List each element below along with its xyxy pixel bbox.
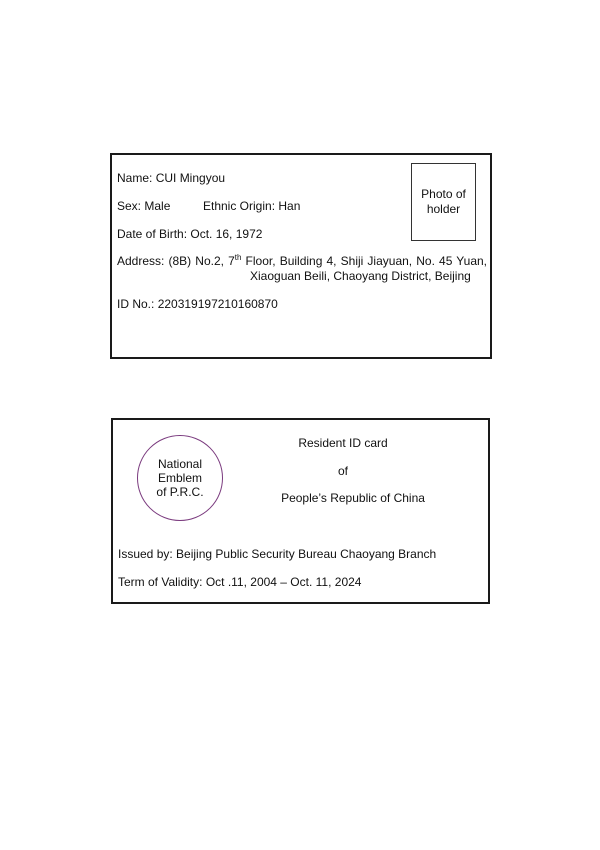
name-line bbox=[117, 171, 225, 185]
address-part-b: Floor, Building 4, Shiji Jiayuan, No. 45 Yuan, bbox=[241, 254, 487, 268]
address-part-a: (8B) No.2, 7 bbox=[168, 254, 235, 268]
address-line-1 bbox=[117, 254, 487, 268]
address-superscript: th bbox=[234, 253, 242, 262]
card-title-line-3: People’s Republic of China bbox=[281, 491, 425, 505]
card-title-line-1: Resident ID card bbox=[298, 436, 388, 450]
sex-label: Sex: bbox=[117, 199, 142, 213]
sex-field bbox=[117, 199, 170, 213]
photo-placeholder bbox=[411, 163, 476, 241]
dob-line bbox=[117, 227, 262, 241]
issued-value: Beijing Public Security Bureau Chaoyang Branch bbox=[176, 547, 437, 561]
validity-label: Term of Validity: bbox=[118, 575, 203, 589]
validity-line bbox=[118, 575, 361, 589]
issued-by-line bbox=[118, 547, 436, 561]
name-value: CUI Mingyou bbox=[155, 171, 226, 185]
emblem-label-3: of P.R.C. bbox=[156, 485, 204, 499]
photo-label-2: holder bbox=[426, 202, 461, 216]
address-label: Address: bbox=[117, 254, 165, 268]
emblem-label-1: National bbox=[157, 457, 203, 471]
dob-value: Oct. 16, 1972 bbox=[190, 227, 263, 241]
ethnic-field bbox=[203, 199, 300, 213]
issued-label: Issued by: bbox=[118, 547, 173, 561]
id-card-back bbox=[111, 418, 490, 604]
emblem-label-2: Emblem bbox=[157, 471, 202, 485]
address-line-2: Xiaoguan Beili, Chaoyang District, Beijing bbox=[250, 269, 471, 283]
id-number-line bbox=[117, 297, 278, 311]
id-card-front bbox=[110, 153, 492, 359]
photo-label-1: Photo of bbox=[421, 187, 466, 201]
sex-value: Male bbox=[144, 199, 171, 213]
name-label: Name: bbox=[117, 171, 153, 185]
id-label: ID No.: bbox=[117, 297, 155, 311]
ethnic-value: Han bbox=[278, 199, 301, 213]
national-emblem-placeholder bbox=[137, 435, 223, 521]
card-title-line-2: of bbox=[337, 464, 348, 478]
dob-label: Date of Birth: bbox=[117, 227, 188, 241]
validity-value: Oct .11, 2004 – Oct. 11, 2024 bbox=[205, 575, 362, 589]
ethnic-label: Ethnic Origin: bbox=[203, 199, 276, 213]
id-value: 220319197210160870 bbox=[157, 297, 278, 311]
